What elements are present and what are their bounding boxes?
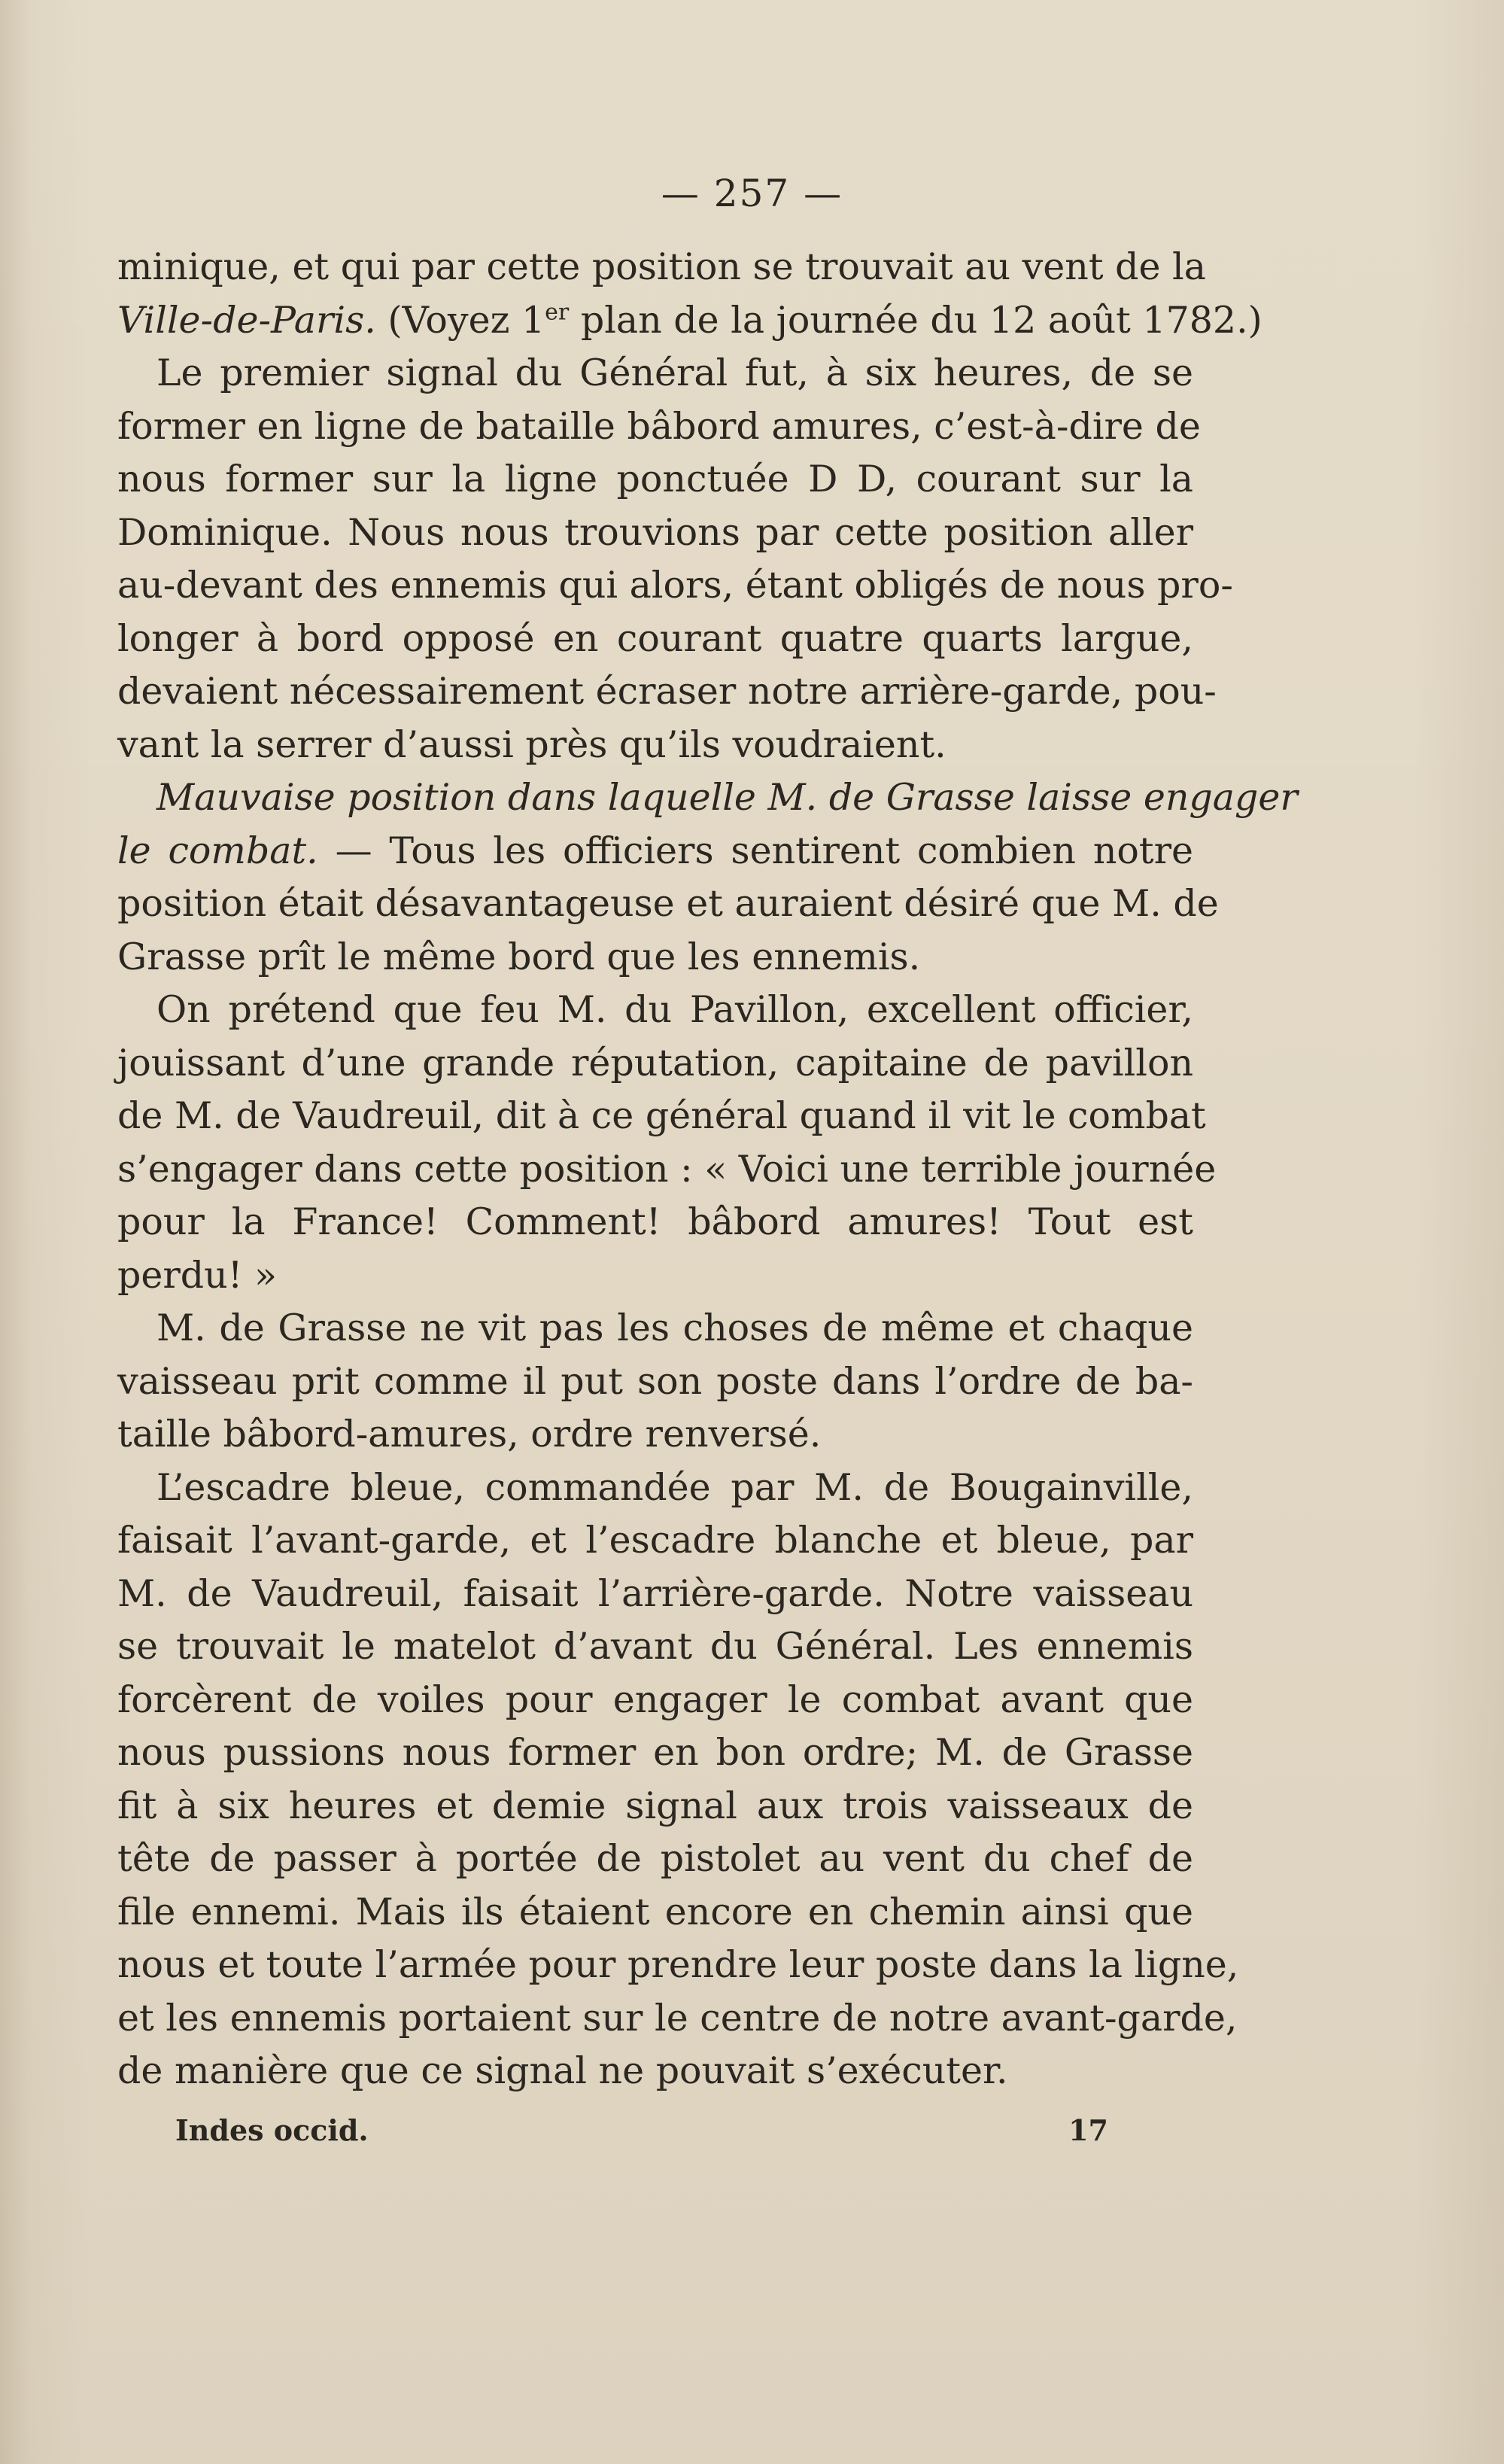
text-line: jouissant d’une grande réputation, capitaine de pavillon — [117, 1041, 1193, 1084]
text-line: faisait l’avant-garde, et l’escadre blanche et bleue, par — [117, 1519, 1193, 1562]
gathering-number: 17 — [1068, 2113, 1108, 2147]
text-line: de manière que ce signal ne pouvait s’exécuter. — [117, 2049, 1008, 2092]
text-line: vaisseau prit comme il put son poste dans l’ordre de ba- — [117, 1359, 1193, 1403]
text-line: le combat. — Tous les officiers sentirent combien notre — [117, 829, 1193, 872]
text-line: pour la France! Comment! bâbord amures! Tout est — [117, 1200, 1193, 1243]
body-text — [117, 241, 1298, 2098]
text-line: de M. de Vaudreuil, dit à ce général quand il vit le combat — [117, 1094, 1206, 1137]
text-line: L’escadre bleue, commandée par M. de Bougainville, — [156, 1465, 1193, 1509]
text-line: position était désavantageuse et auraient désiré que M. de — [117, 882, 1219, 925]
text-line: M. de Grasse ne vit pas les choses de même et chaque — [156, 1307, 1193, 1349]
text-line: taille bâbord-amures, ordre renversé. — [117, 1413, 822, 1456]
text-line: M. de Vaudreuil, faisait l’arrière-garde. Notre vaisseau — [117, 1571, 1193, 1615]
text-line: Grasse prît le même bord que les ennemis. — [117, 935, 921, 978]
text-line: minique, et qui par cette position se trouvait au vent de la — [117, 245, 1206, 288]
text-line: et les ennemis portaient sur le centre de notre avant-garde, — [117, 1996, 1238, 2040]
section-heading-line: Mauvaise position dans laquelle M. de Grasse laisse engager — [156, 776, 1298, 819]
text-line: file ennemi. Mais ils étaient encore en chemin ainsi que — [117, 1890, 1193, 1933]
text-line: nous former sur la ligne ponctuée D D, courant sur la — [117, 458, 1193, 500]
text-line: longer à bord opposé en courant quatre quarts largue, — [117, 616, 1193, 660]
text-line: nous et toute l’armée pour prendre leur poste dans la ligne, — [117, 1943, 1239, 1986]
text-line: vant la serrer d’aussi près qu’ils voudraient. — [117, 722, 946, 766]
text-line: Dominique. Nous nous trouvions par cette position aller — [117, 510, 1193, 554]
text-line: fit à six heures et demie signal aux trois vaisseaux de — [117, 1784, 1193, 1827]
text-line: s’engager dans cette position : « Voici une terrible journée — [117, 1147, 1217, 1191]
page-number: — 257 — — [661, 172, 843, 215]
text-line: devaient nécessairement écraser notre arrière-garde, pou- — [117, 670, 1217, 713]
text-line: Le premier signal du Général fut, à six heures, de se — [156, 351, 1193, 394]
text-line: perdu! » — [117, 1253, 277, 1297]
text-line: tête de passer à portée de pistolet au vent du chef de — [117, 1837, 1193, 1880]
text-line: former en ligne de bataille bâbord amures, c’est-à-dire de — [117, 404, 1201, 448]
text-line: Ville-de-Paris. (Voyez 1er plan de la journée du 12 août 1782.) — [117, 298, 1262, 342]
text-line: se trouvait le matelot d’avant du Général. Les ennemis — [117, 1625, 1193, 1668]
text-line: On prétend que feu M. du Pavillon, excellent officier, — [156, 988, 1193, 1031]
signature-mark: Indes occid. — [175, 2113, 369, 2147]
text-line: au-devant des ennemis qui alors, étant obligés de nous pro- — [117, 564, 1233, 607]
text-line: forcèrent de voiles pour engager le combat avant que — [117, 1678, 1193, 1721]
text-line: nous pussions nous former en bon ordre; M. de Grasse — [117, 1731, 1193, 1774]
